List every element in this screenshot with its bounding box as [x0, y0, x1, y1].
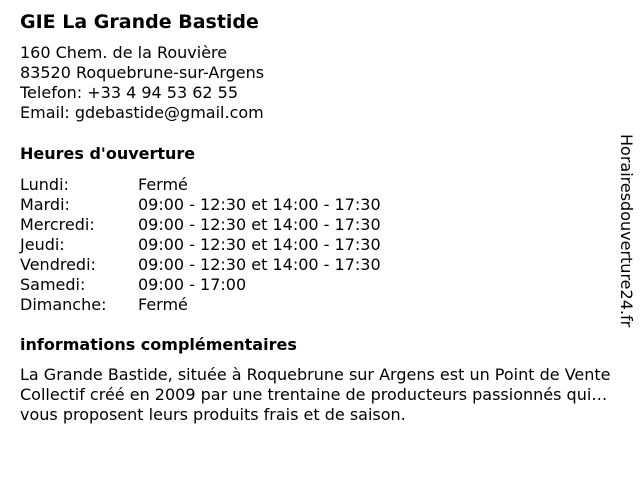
hours-row-friday [20, 255, 610, 275]
hours-row-thursday [20, 235, 610, 255]
day-label: Lundi: [20, 175, 69, 194]
time-value: Fermé [138, 175, 188, 194]
hours-heading: Heures d'ouverture [20, 144, 196, 163]
day-label: Samedi: [20, 275, 86, 294]
site-watermark: Horairesdouverture24.fr [617, 134, 636, 328]
phone-number: Telefon: +33 4 94 53 62 55 [20, 83, 239, 102]
hours-row-sunday [20, 295, 610, 315]
day-label: Dimanche: [20, 295, 107, 314]
time-value: 09:00 - 12:30 et 14:00 - 17:30 [138, 215, 381, 234]
day-label: Jeudi: [20, 235, 65, 254]
card-content [20, 10, 611, 424]
email-address: Email: gdebastide@gmail.com [20, 103, 264, 122]
hours-row-tuesday [20, 195, 610, 215]
info-heading: informations complémentaires [20, 335, 297, 354]
business-name: GIE La Grande Bastide [20, 11, 259, 33]
day-label: Mercredi: [20, 215, 95, 234]
day-label: Mardi: [20, 195, 70, 214]
address-block [20, 43, 610, 123]
hours-row-monday [20, 175, 610, 195]
time-value: Fermé [138, 295, 188, 314]
hours-table [20, 175, 610, 315]
day-label: Vendredi: [20, 255, 96, 274]
hours-row-saturday [20, 275, 610, 295]
time-value: 09:00 - 17:00 [138, 275, 247, 294]
postal-city: 83520 Roquebrune-sur-Argens [20, 63, 265, 82]
time-value: 09:00 - 12:30 et 14:00 - 17:30 [138, 255, 381, 274]
business-description: La Grande Bastide, située à Roquebrune sur Argens est un Point de Vente Collectif créé en 2009 par une trentaine de producteurs passionnés qui vous proposent leurs produits frais et de saison. [20, 365, 611, 424]
street-address: 160 Chem. de la Rouvière [20, 43, 228, 62]
time-value: 09:00 - 12:30 et 14:00 - 17:30 [138, 235, 381, 254]
time-value: 09:00 - 12:30 et 14:00 - 17:30 [138, 195, 381, 214]
hours-row-wednesday [20, 215, 610, 235]
